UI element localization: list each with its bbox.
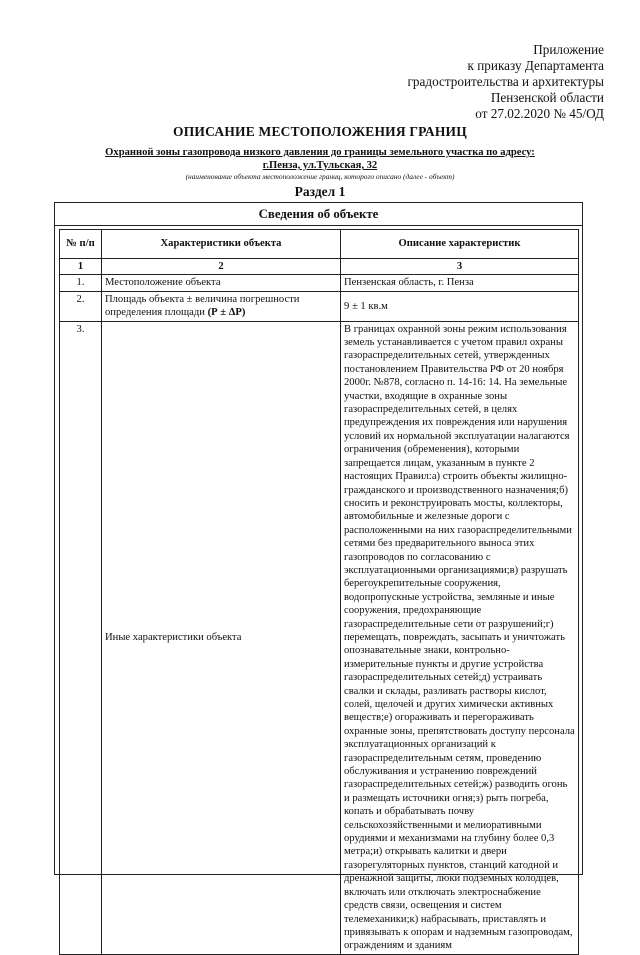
object-info-table — [59, 229, 579, 955]
appendix-line: к приказу Департамента — [467, 58, 604, 73]
row-characteristic: Иные характеристики объекта — [102, 321, 341, 954]
characteristic-text: Площадь объекта ± величина погрешности определения площади — [105, 293, 300, 319]
table-index-row — [60, 259, 579, 275]
row-characteristic — [102, 291, 341, 321]
index-cell: 2 — [102, 259, 341, 275]
appendix-line: от 27.02.2020 № 45/ОД — [475, 106, 604, 121]
area-formula: (Р ± ΔР) — [207, 307, 246, 319]
row-num: 3. — [60, 321, 102, 954]
subtitle-line-1: Охранной зоны газопровода низкого давления до границы земельного участка по адресу: — [105, 147, 535, 158]
table-row — [60, 275, 579, 291]
object-info-frame — [54, 202, 583, 952]
table-row — [60, 291, 579, 321]
row-description: 9 ± 1 кв.м — [341, 291, 579, 321]
header-characteristic: Характеристики объекта — [102, 230, 341, 259]
index-cell: 1 — [60, 259, 102, 275]
subtitle-line-2: г.Пенза, ул.Тульская, 32 — [262, 160, 378, 171]
appendix-block — [408, 42, 604, 122]
row-num: 2. — [60, 291, 102, 321]
row-description: Пензенская область, г. Пенза — [341, 275, 579, 291]
document-title: ОПИСАНИЕ МЕСТОПОЛОЖЕНИЯ ГРАНИЦ — [173, 124, 467, 139]
document-subtitle — [60, 146, 580, 172]
header-num: № п/п — [60, 230, 102, 259]
subtitle-caption: (наименование объекта местоположение границ, которого описано (далее - объект) — [185, 172, 455, 181]
row-num: 1. — [60, 275, 102, 291]
row-characteristic: Местоположение объекта — [102, 275, 341, 291]
appendix-line: Приложение — [533, 42, 604, 57]
table-header-row — [60, 230, 579, 259]
row-description: В границах охранной зоны режим использования земель устанавливается с учетом правил охраны газораспределительных сетей, утвержденных постановлением Правительства РФ от 20 ноября 2000г. №878, согласно п. 14-16: 14. На земельные участки, входящие в охранные зоны газораспределительных сетей, в целях предупреждения их повреждения или нарушения условий их нормальной эксплуатации налагаются ограничения (обременения), которыми запрещается лицам, указанным в пункте 2 настоящих Правил:а) строить объекты жилищно-гражданского и производственного назначения;б) сносить и реконструировать мосты, коллекторы, автомобильные и железные дороги с расположенными на них газораспределительными сетями без предварительного выноса этих газопроводов по согласованию с эксплуатационными организациями;в) разрушать берегоукрепительные сооружения, водопропускные устройства, земляные и иные сооружения, предохраняющие газораспределительные сети от разрушений;г) перемещать, повреждать, засыпать и уничтожать опознавательные знаки, контрольно-измерительные пункты и другие устройства газораспределительных сетей;д) устраивать свалки и склады, разливать растворы кислот, солей, щелочей и других химически активных веществ;е) огораживать и перегораживать охранные зоны, препятствовать доступу персонала эксплуатационных организаций к газораспределительным сетям, проведению обслуживания и устранению повреждений газораспределительных сетей;ж) разводить огонь и размещать источники огня;з) рыть погреба, копать и обрабатывать почву сельскохозяйственными и мелиоративными орудиями и механизмами на глубину более 0,3 метра;и) открывать калитки и двери газорегуляторных пунктов, станций катодной и дренажной защиты, люки подземных колодцев, включать или отключать электроснабжение средств связи, освещения и систем телемеханики;к) набрасывать, приставлять и привязывать к опорам и надземным газопроводам, ограждениям и зданиям — [341, 321, 579, 954]
appendix-line: Пензенской области — [490, 90, 604, 105]
index-cell: 3 — [341, 259, 579, 275]
header-description: Описание характеристик — [341, 230, 579, 259]
appendix-line: градостроительства и архитектуры — [407, 74, 604, 89]
table-row — [60, 321, 579, 954]
table-title: Сведения об объекте — [55, 203, 582, 226]
section-heading: Раздел 1 — [294, 184, 346, 199]
